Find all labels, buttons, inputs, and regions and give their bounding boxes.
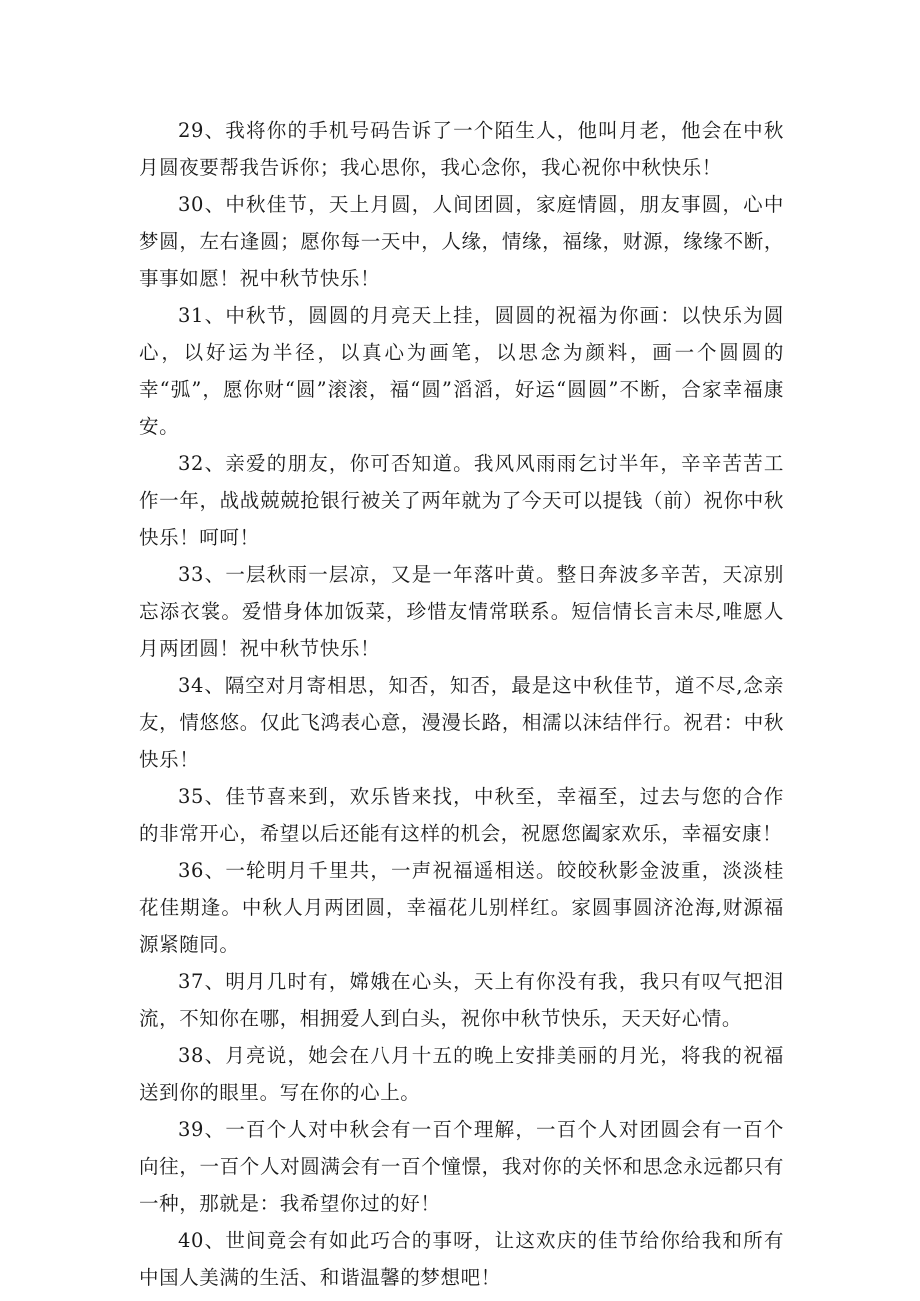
paragraph-35: 35、佳节喜来到，欢乐皆来找，中秋至，幸福至，过去与您的合作的非常开心，希望以后还能有这样的机会，祝愿您阖家欢乐，幸福安康！ <box>139 785 784 845</box>
paragraph-31: 31、中秋节，圆圆的月亮天上挂，圆圆的祝福为你画：以快乐为圆心，以好运为半径，以真心为画笔，以思念为颜料，画一个圆圆的幸“弧”，愿你财“圆”滚滚，福“圆”滔滔，好运“圆圆”不断，合家幸福康安。 <box>139 304 784 438</box>
document-page <box>139 112 784 1296</box>
paragraph-39: 39、一百个人对中秋会有一百个理解，一百个人对团圆会有一百个向往，一百个人对圆满会有一百个憧憬，我对你的关怀和思念永远都只有一种，那就是：我希望你过的好！ <box>139 1118 784 1215</box>
paragraph-29: 29、我将你的手机号码告诉了一个陌生人，他叫月老，他会在中秋月圆夜要帮我告诉你；我心思你，我心念你，我心祝你中秋快乐！ <box>139 119 784 179</box>
paragraph-34: 34、隔空对月寄相思，知否，知否，最是这中秋佳节，道不尽,念亲友，情悠悠。仅此飞鸿表心意，漫漫长路，相濡以沫结伴行。祝君：中秋快乐！ <box>139 674 784 771</box>
paragraph-33: 33、一层秋雨一层凉，又是一年落叶黄。整日奔波多辛苦，天凉别忘添衣裳。爱惜身体加饭菜，珍惜友情常联系。短信情长言未尽,唯愿人月两团圆！祝中秋节快乐！ <box>139 563 784 660</box>
paragraph-40: 40、世间竟会有如此巧合的事呀，让这欢庆的佳节给你给我和所有中国人美满的生活、和谐温馨的梦想吧！ <box>139 1229 784 1289</box>
paragraph-32: 32、亲爱的朋友，你可否知道。我风风雨雨乞讨半年，辛辛苦苦工作一年，战战兢兢抢银行被关了两年就为了今天可以提钱（前）祝你中秋快乐！呵呵！ <box>139 452 784 549</box>
paragraph-36: 36、一轮明月千里共，一声祝福遥相送。皎皎秋影金波重，淡淡桂花佳期逢。中秋人月两团圆，幸福花儿别样红。家圆事圆济沧海,财源福源紧随同。 <box>139 859 784 956</box>
paragraph-30: 30、中秋佳节，天上月圆，人间团圆，家庭情圆，朋友事圆，心中梦圆，左右逢圆；愿你每一天中，人缘，情缘，福缘，财源，缘缘不断，事事如愿！祝中秋节快乐！ <box>139 193 784 290</box>
paragraph-38: 38、月亮说，她会在八月十五的晚上安排美丽的月光，将我的祝福送到你的眼里。写在你的心上。 <box>139 1044 784 1104</box>
paragraph-37: 37、明月几时有，嫦娥在心头，天上有你没有我，我只有叹气把泪流，不知你在哪，相拥爱人到白头，祝你中秋节快乐，天天好心情。 <box>139 970 784 1030</box>
